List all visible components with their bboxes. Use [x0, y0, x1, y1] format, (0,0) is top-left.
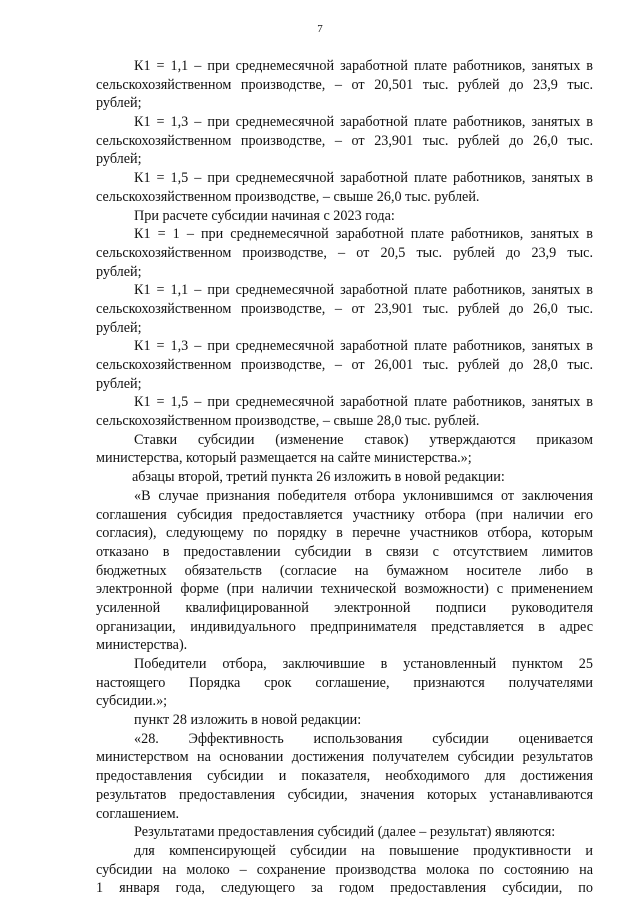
paragraph-line: бюджетных обязательств (согласие на бумажном носителе либо в	[96, 562, 593, 579]
paragraph-line: Ставки субсидии (изменение ставок) утверждаются приказом	[134, 431, 593, 448]
paragraph-line: К1 = 1,5 – при среднемесячной заработной плате работников, занятых в	[134, 394, 593, 411]
paragraph-line: К1 = 1,1 – при среднемесячной заработной плате работников, занятых в	[134, 58, 593, 74]
paragraph-line: усиленной квалифицированной электронной подписи руководителя	[96, 599, 593, 616]
paragraph-line: электронной форме (при наличии технической возможности) с применением	[96, 581, 593, 598]
paragraph-line: субсидии на молоко – сохранение производства молока по состоянию на	[96, 861, 593, 878]
paragraph-line: рублей;	[96, 319, 142, 336]
paragraph-line: Победители отбора, заключившие в установленный пунктом 25	[134, 656, 593, 672]
paragraph-line: «28. Эффективность использования субсидии оценивается	[134, 730, 593, 747]
paragraph-line: Результатами предоставления субсидий (далее – результат) являются:	[134, 824, 556, 841]
paragraph-line: сельскохозяйственном производстве, – от 23,901 тыс. рублей до 26,0 тыс.	[96, 132, 593, 149]
paragraph-line: сельскохозяйственном производстве, – от 23,901 тыс. рублей до 26,0 тыс.	[96, 300, 593, 317]
paragraph-line: министерством на основании достижения получателем субсидии результатов	[96, 749, 593, 766]
paragraph-line: К1 = 1,3 – при среднемесячной заработной плате работников, занятых в	[134, 338, 593, 355]
paragraph-line: согласия), следующему по порядку в перечне участников отбора, которым	[96, 525, 593, 542]
paragraph-line: министерства).	[96, 637, 188, 654]
paragraph-line: «В случае признания победителя отбора уклонившимся от заключения	[134, 487, 593, 504]
paragraph-line: При расчете субсидии начиная с 2023 года:	[134, 207, 395, 224]
paragraph-line: сельскохозяйственном производстве, – от 20,501 тыс. рублей до 23,9 тыс.	[96, 76, 593, 93]
document-body	[96, 57, 593, 898]
paragraph-line: результатов предоставления субсидии, значения которых устанавливаются	[96, 786, 593, 803]
paragraph-line: рублей;	[96, 95, 142, 112]
paragraph-line: для компенсирующей субсидии на повышение продуктивности и	[134, 842, 593, 859]
paragraph-line: К1 = 1,5 – при среднемесячной заработной плате работников, занятых в	[134, 170, 593, 187]
paragraph-line: сельскохозяйственном производстве, – от 26,001 тыс. рублей до 28,0 тыс.	[96, 357, 593, 373]
paragraph-line: субсидии.»;	[96, 693, 168, 710]
paragraph-line: рублей;	[96, 375, 142, 392]
paragraph-line: организации, индивидуального предпринимателя представляется в адрес	[96, 618, 593, 635]
paragraph-line: предоставления субсидии и показателя, необходимого для достижения	[96, 768, 593, 785]
paragraph-line: рублей;	[96, 263, 142, 280]
paragraph-line: сельскохозяйственном производстве, – свыше 26,0 тыс. рублей.	[96, 188, 480, 205]
paragraph-line: соглашением.	[96, 805, 180, 822]
paragraph-line: настоящего Порядка срок соглашение, признаются получателями	[96, 674, 593, 691]
paragraph-line: К1 = 1,1 – при среднемесячной заработной плате работников, занятых в	[134, 282, 593, 299]
paragraph-line: отказано в предоставлении субсидии в связи с отсутствием лимитов	[96, 543, 593, 560]
paragraph-line: соглашения субсидия предоставляется участнику отбора (при наличии его	[96, 506, 593, 523]
page-number: 7	[317, 23, 323, 35]
paragraph-line: сельскохозяйственном производстве, – от 20,5 тыс. рублей до 23,9 тыс.	[96, 244, 593, 261]
paragraph-line: рублей;	[96, 151, 142, 168]
paragraph-line: 1 января года, следующего за годом предоставления субсидии, по	[96, 880, 593, 897]
paragraph-line: К1 = 1,3 – при среднемесячной заработной плате работников, занятых в	[134, 114, 593, 131]
paragraph-line: министерства, который размещается на сайте министерства.»;	[96, 450, 472, 467]
paragraph-line: абзацы второй, третий пункта 26 изложить в новой редакции:	[132, 469, 505, 486]
paragraph-line: пункт 28 изложить в новой редакции:	[134, 712, 362, 729]
paragraph-line: К1 = 1 – при среднемесячной заработной плате работников, занятых в	[134, 226, 593, 243]
paragraph-line: сельскохозяйственном производстве, – свыше 28,0 тыс. рублей.	[96, 413, 480, 430]
